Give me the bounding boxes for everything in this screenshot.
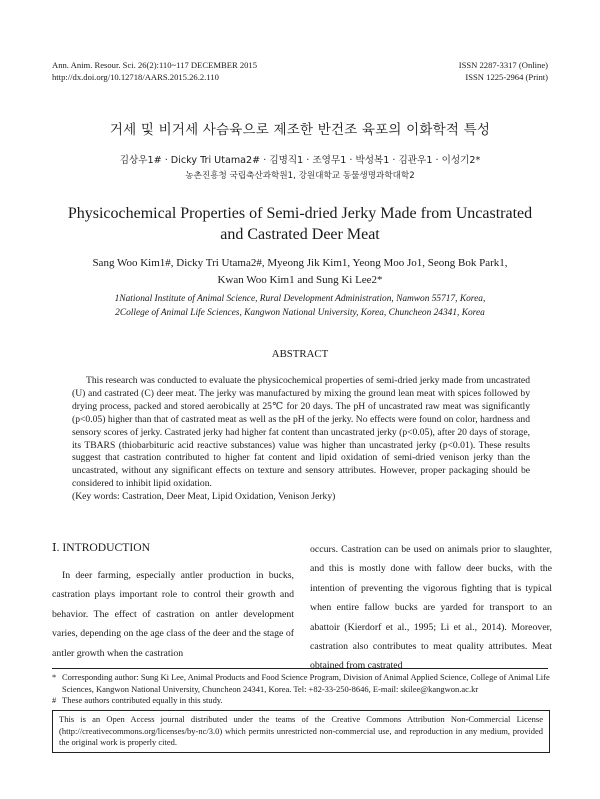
footnote-text: Corresponding author: Sung Ki Lee, Animal Products and Food Science Program, Division of Animal Applied Science, College of Animal Life Sciences, Kangwon National University, Chuncheon 24341, Korea. Tel: +82-33-250-8646, E-mail: skilee@kangwon.ac.kr (62, 672, 550, 694)
journal-header (52, 59, 548, 83)
footnote-text: These authors contributed equally in this study. (62, 695, 223, 705)
english-authors-line2: Kwan Woo Kim1 and Sung Ki Lee2* (217, 274, 383, 286)
english-title-line1: Physicochemical Properties of Semi-dried Jerky Made from Uncastrated (67, 205, 533, 222)
license-box: This is an Open Access journal distributed under the teams of the Creative Commons Attribution Non-Commercial License (http://creativecommons.org/licenses/by-nc/3.0) which permits unrestricted non-commercial use, and reproduction in any medium, provided the original work is properly cited. (52, 710, 550, 753)
footnote-corresponding (52, 672, 552, 695)
english-title-line2: and Castrated Deer Meat (220, 226, 380, 243)
keywords: (Key words: Castration, Deer Meat, Lipid Oxidation, Venison Jerky) (72, 491, 336, 503)
abstract-body: This research was conducted to evaluate the physicochemical properties of semi-dried jerky made from uncastrated (U) and castrated (C) deer meat. The jerky was manufactured by mixing the ground lean meat with spices followed by drying process, packed and stored aerobically at 25℃ for 20 days. The pH of uncastrated raw meat was significantly (p<0.05) higher than that of castrated meat as well as the pH of the jerky. No effects were found on color, hardness and sensory scores of jerky. Castrated jerky had higher fat content than uncastrated jerky (p<0.05), after 20 days of storage, its TBARS (thiobarbituric acid reactive substances) value was higher than uncastrated jerky (p<0.01). These results suggest that castration contributed to higher fat content and lipid oxidation of semi-dried venison jerky than the uncastrated, without any significant effects on texture and sensory attributes. However, proper packaging should be considered to inhibit lipid oxidation. (72, 375, 530, 490)
korean-title: 거세 및 비거세 사슴육으로 제조한 반건조 육포의 이화학적 특성 (109, 122, 491, 138)
issn-print: ISSN 1225-2964 (Print) (465, 72, 548, 82)
left-column (52, 540, 294, 663)
english-authors (40, 255, 560, 289)
footnote-marker: # (52, 695, 57, 705)
footnotes (52, 672, 552, 707)
abstract (72, 375, 530, 504)
section-heading-introduction: Ⅰ. INTRODUCTION (52, 541, 150, 554)
affiliation-2: 2College of Animal Life Sciences, Kangwon National University, Korea, Chuncheon 24341, Korea (115, 308, 485, 318)
english-affiliations (40, 292, 560, 320)
intro-paragraph-left: In deer farming, especially antler production in bucks, castration plays important role to control their growth and behavior. The effect of castration on antler development varies, depending on the age class of the deer and the stage of antler growth when the castration (52, 570, 294, 659)
footnote-divider (52, 668, 548, 669)
issn-online: ISSN 2287-3317 (Online) (458, 60, 548, 70)
right-column (310, 540, 552, 676)
korean-affiliations: 농촌진흥청 국립축산과학원1, 강원대학교 동물생명과학대학2 (185, 171, 415, 181)
intro-paragraph-right: occurs. Castration can be used on animals prior to slaughter, and this is mostly done with fallow deer bucks, with the intention of preventing the vigorous fighting that is typical when entire fallow bucks are yarded for transport to an abattoir (Kierdorf et al., 1995; Li et al., 2014). Moreover, castration also contributes to meat quality attributes. Meat obtained from castrated (310, 544, 552, 672)
english-authors-line1: Sang Woo Kim1#, Dicky Tri Utama2#, Myeong Jik Kim1, Yeong Moo Jo1, Seong Bok Park1, (92, 257, 508, 269)
affiliation-1: 1National Institute of Animal Science, Rural Development Administration, Namwon 55717, Korea, (114, 294, 486, 304)
english-title (40, 203, 560, 245)
doi-link[interactable]: http://dx.doi.org/10.12718/AARS.2015.26.2.110 (52, 72, 219, 82)
korean-authors: 김상우1# · Dicky Tri Utama2# · 김명직1 · 조영무1 · 박성복1 · 김관우1 · 이성기2* (119, 155, 481, 166)
footnote-equal-contribution (52, 695, 552, 707)
abstract-heading: ABSTRACT (271, 348, 329, 360)
footnote-marker: * (52, 672, 57, 682)
journal-citation: Ann. Anim. Resour. Sci. 26(2):110~117 DECEMBER 2015 (52, 60, 258, 70)
